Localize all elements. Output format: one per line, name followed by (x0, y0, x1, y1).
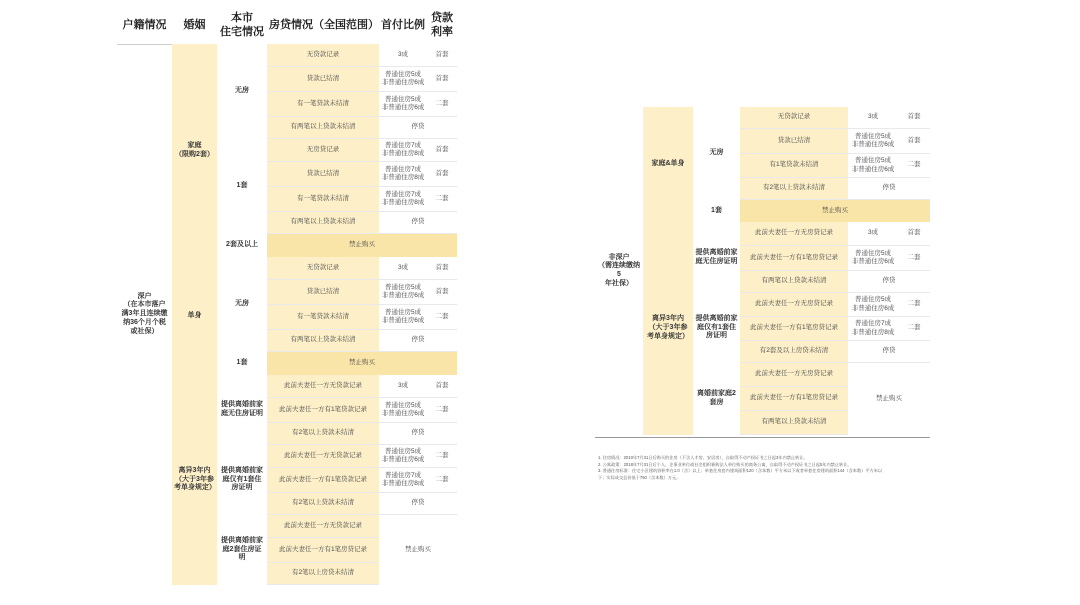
loan-condition-cell: 此前夫妻任一方无贷款记录 (267, 515, 379, 538)
loan-rate-cell: 首套 (898, 107, 930, 129)
down-payment-cell: 普通住房7成 非普通住房8成 (379, 468, 427, 493)
header-cell: 首付比例 (381, 19, 425, 32)
down-payment-cell: 3成 (379, 375, 427, 398)
loan-condition-cell: 此前夫妻任一方有1笔贷款记录 (267, 398, 379, 423)
loan-condition-cell: 有1笔贷款未结清 (740, 154, 848, 178)
loan-condition-cell: 有一笔贷款未结清 (267, 92, 379, 117)
down-payment-cell: 普通住房5成 非普通住房6成 (379, 280, 427, 305)
table-bottom-divider (595, 437, 930, 438)
loan-condition-cell: 有两笔以上贷款未结清 (267, 330, 379, 352)
loan-rate-cell: 首套 (427, 280, 457, 305)
down-payment-cell: 普通住房5成 非普通住房6成 (848, 129, 898, 154)
loan-condition-cell: 有2笔以上贷款未结清 (267, 493, 379, 515)
loan-rate-cell: 首套 (427, 257, 457, 280)
loan-condition-cell: 有一笔贷款未结清 (267, 187, 379, 212)
loan-rate-cell: 二套 (898, 154, 930, 178)
forbid-cell: 禁止购买 (267, 352, 457, 375)
down-payment-cell: 普通住房7成 非普通住房8成 (848, 317, 898, 341)
loan-rate-cell: 首套 (427, 375, 457, 398)
loan-condition-cell: 此前夫妻任一方有1笔房贷记录 (740, 317, 848, 341)
forbid-cell: 禁止购买 (267, 234, 457, 257)
loan-rate-cell: 二套 (427, 398, 457, 423)
down-payment-cell: 3成 (848, 107, 898, 129)
down-payment-cell: 普通住房5成 非普通住房6成 (379, 398, 427, 423)
down-payment-cell: 停贷 (379, 330, 457, 352)
loan-condition-cell: 此前夫妻任一方无贷款记录 (267, 375, 379, 398)
loan-condition-cell: 贷款已结清 (740, 129, 848, 154)
loan-rate-cell: 二套 (427, 305, 457, 330)
marriage-single-cell: 单身 (172, 257, 217, 375)
proof-one-cell: 提供离婚前家 庭仅有1套住 房证明 (217, 445, 267, 515)
housing-one-cell: 1套 (217, 352, 267, 375)
housing-one-cell: 1套 (217, 139, 267, 234)
down-payment-cell: 普通住房5成 非普通住房6成 (848, 293, 898, 317)
loan-condition-cell: 此前夫妻任一方无房贷记录 (740, 222, 848, 246)
marriage-divorced-cell: 离异3年内 （大于3年参 考单身规定） (643, 222, 693, 435)
down-payment-cell: 停贷 (848, 178, 930, 200)
down-payment-cell: 停贷 (379, 212, 457, 234)
footnotes (598, 455, 928, 481)
proof-two-cell: 离婚前家庭2 套房 (693, 363, 740, 435)
housing-none-cell: 无房 (693, 107, 740, 200)
loan-condition-cell: 有一笔贷款未结清 (267, 305, 379, 330)
footnote: 1. 住房情况：2010年7月31日后购买的住房（不含人才房、安居房），自取得不动产权证书之日起3年内禁止转让。 (598, 455, 808, 460)
down-payment-cell: 普通住房5成 非普通住房6成 (379, 67, 427, 92)
right-policy-table (595, 95, 930, 450)
loan-rate-cell: 二套 (427, 92, 457, 117)
proof-one-cell: 提供离婚前家 庭仅有1套住 房证明 (693, 293, 740, 363)
loan-condition-cell: 此前夫妻任一方有1笔贷款记录 (267, 468, 379, 493)
loan-rate-cell: 首套 (427, 139, 457, 162)
loan-rate-cell: 首套 (427, 162, 457, 187)
marriage-family-cell: 家庭&单身 (643, 107, 693, 222)
loan-condition-cell: 此前夫妻任一方有1笔房贷记录 (267, 538, 379, 563)
loan-rate-cell: 首套 (898, 222, 930, 246)
loan-condition-cell: 此前夫妻任一方无贷款记录 (267, 445, 379, 468)
loan-condition-cell: 有两笔以上贷款未结清 (740, 271, 848, 293)
footnote: 2. 公寓政策：2018年7月31日后个人、企事业单位或社会组织新购法人单位购买的商务公寓，自取得不动产权证书之日起5年内禁止转让。 (598, 461, 852, 467)
loan-condition-cell: 无贷款记录 (740, 107, 848, 129)
loan-rate-cell: 首套 (898, 129, 930, 154)
huji-cell: 非深户 （需连续缴纳5 年社保） (598, 253, 640, 287)
loan-condition-cell: 此前夫妻任一方有1笔房贷记录 (740, 246, 848, 271)
forbid-cell: 禁止购买 (379, 515, 457, 585)
proof-none-cell: 提供离婚前家 庭无住房证明 (693, 222, 740, 293)
loan-rate-cell: 二套 (898, 317, 930, 341)
housing-none-cell: 无房 (217, 257, 267, 352)
proof-two-cell: 提供离婚前家 庭2套住房证 明 (217, 515, 267, 585)
loan-condition-cell: 贷款已结清 (267, 162, 379, 187)
loan-condition-cell: 有2笔以上贷款未结清 (740, 178, 848, 200)
down-payment-cell: 普通住房5成 非普通住房6成 (379, 92, 427, 117)
loan-condition-cell: 有2笔以上贷款未结清 (267, 423, 379, 445)
header-cell: 本市 住宅情况 (220, 12, 264, 38)
loan-condition-cell: 有2笔以上房贷未结清 (267, 563, 379, 585)
down-payment-cell: 停贷 (379, 423, 457, 445)
down-payment-cell: 普通住房5成 非普通住房6成 (379, 305, 427, 330)
loan-rate-cell: 首套 (427, 67, 457, 92)
huji-cell: 深户 （在本市落户 满3年且连续缴 纳36个月个税 或社保） (121, 292, 168, 335)
header-cell: 贷款 利率 (431, 12, 453, 38)
loan-condition-cell: 无贷款记录 (267, 44, 379, 67)
footnote: 3. 普通住房标准：住宅小区建筑容积率在1.0（含）以上；单套住房套内建筑面积120（含本数）平方米以下或者单套住房建筑面积144（含本数）平方米以 (598, 468, 883, 473)
loan-condition-cell: 有两笔以上贷款未结清 (267, 212, 379, 234)
forbid-cell: 禁止购买 (740, 200, 930, 222)
loan-condition-cell: 此前夫妻任一方有1笔房贷记录 (740, 387, 848, 411)
loan-condition-cell: 贷款已结清 (267, 67, 379, 92)
down-payment-cell: 停贷 (848, 341, 930, 363)
loan-condition-cell: 贷款已结清 (267, 280, 379, 305)
down-payment-cell: 普通住房5成 非普通住房6成 (379, 445, 427, 468)
left-policy-table (117, 8, 457, 600)
loan-rate-cell: 二套 (427, 187, 457, 212)
proof-none-cell: 提供离婚前家 庭无住房证明 (217, 375, 267, 445)
down-payment-cell: 普通住房5成 非普通住房6成 (848, 246, 898, 271)
housing-two-plus-cell: 2套及以上 (217, 234, 267, 257)
loan-condition-cell: 有2套及以上房贷未结清 (740, 341, 848, 363)
footnote: 下；实际成交总价低于750（含本数）万元。 (598, 474, 681, 480)
header-cell: 户籍情况 (122, 19, 167, 32)
down-payment-cell: 普通住房7成 非普通住房8成 (379, 162, 427, 187)
loan-rate-cell: 二套 (898, 246, 930, 271)
down-payment-cell: 3成 (848, 222, 898, 246)
down-payment-cell: 停贷 (379, 117, 457, 139)
header-cell: 婚姻 (183, 19, 206, 32)
marriage-family-cell: 家庭 （限购2套） (172, 44, 217, 257)
loan-rate-cell: 二套 (427, 445, 457, 468)
down-payment-cell: 普通住房5成 非普通住房6成 (848, 154, 898, 178)
header-cell: 房贷情况（全国范围） (269, 19, 379, 32)
down-payment-cell: 3成 (379, 44, 427, 67)
loan-condition-cell: 有两笔以上贷款未结清 (740, 411, 848, 435)
loan-condition-cell: 此前夫妻任一方无房贷记录 (740, 293, 848, 317)
down-payment-cell: 停贷 (379, 493, 457, 515)
down-payment-cell: 普通住房7成 非普通住房8成 (379, 139, 427, 162)
loan-condition-cell: 无贷款记录 (267, 257, 379, 280)
loan-condition-cell: 有两笔以上贷款未结清 (267, 117, 379, 139)
housing-one-cell: 1套 (693, 200, 740, 222)
marriage-divorced-cell: 离异3年内 （大于3年参 考单身规定） (172, 375, 217, 585)
loan-rate-cell: 首套 (427, 44, 457, 67)
down-payment-cell: 普通住房7成 非普通住房8成 (379, 187, 427, 212)
loan-condition-cell: 此前夫妻任一方无房贷记录 (740, 363, 848, 387)
forbid-cell: 禁止购买 (848, 363, 930, 435)
down-payment-cell: 3成 (379, 257, 427, 280)
housing-none-cell: 无房 (217, 44, 267, 139)
loan-rate-cell: 二套 (427, 468, 457, 493)
loan-rate-cell: 二套 (898, 293, 930, 317)
loan-condition-cell: 无房贷记录 (267, 139, 379, 162)
down-payment-cell: 停贷 (848, 271, 930, 293)
